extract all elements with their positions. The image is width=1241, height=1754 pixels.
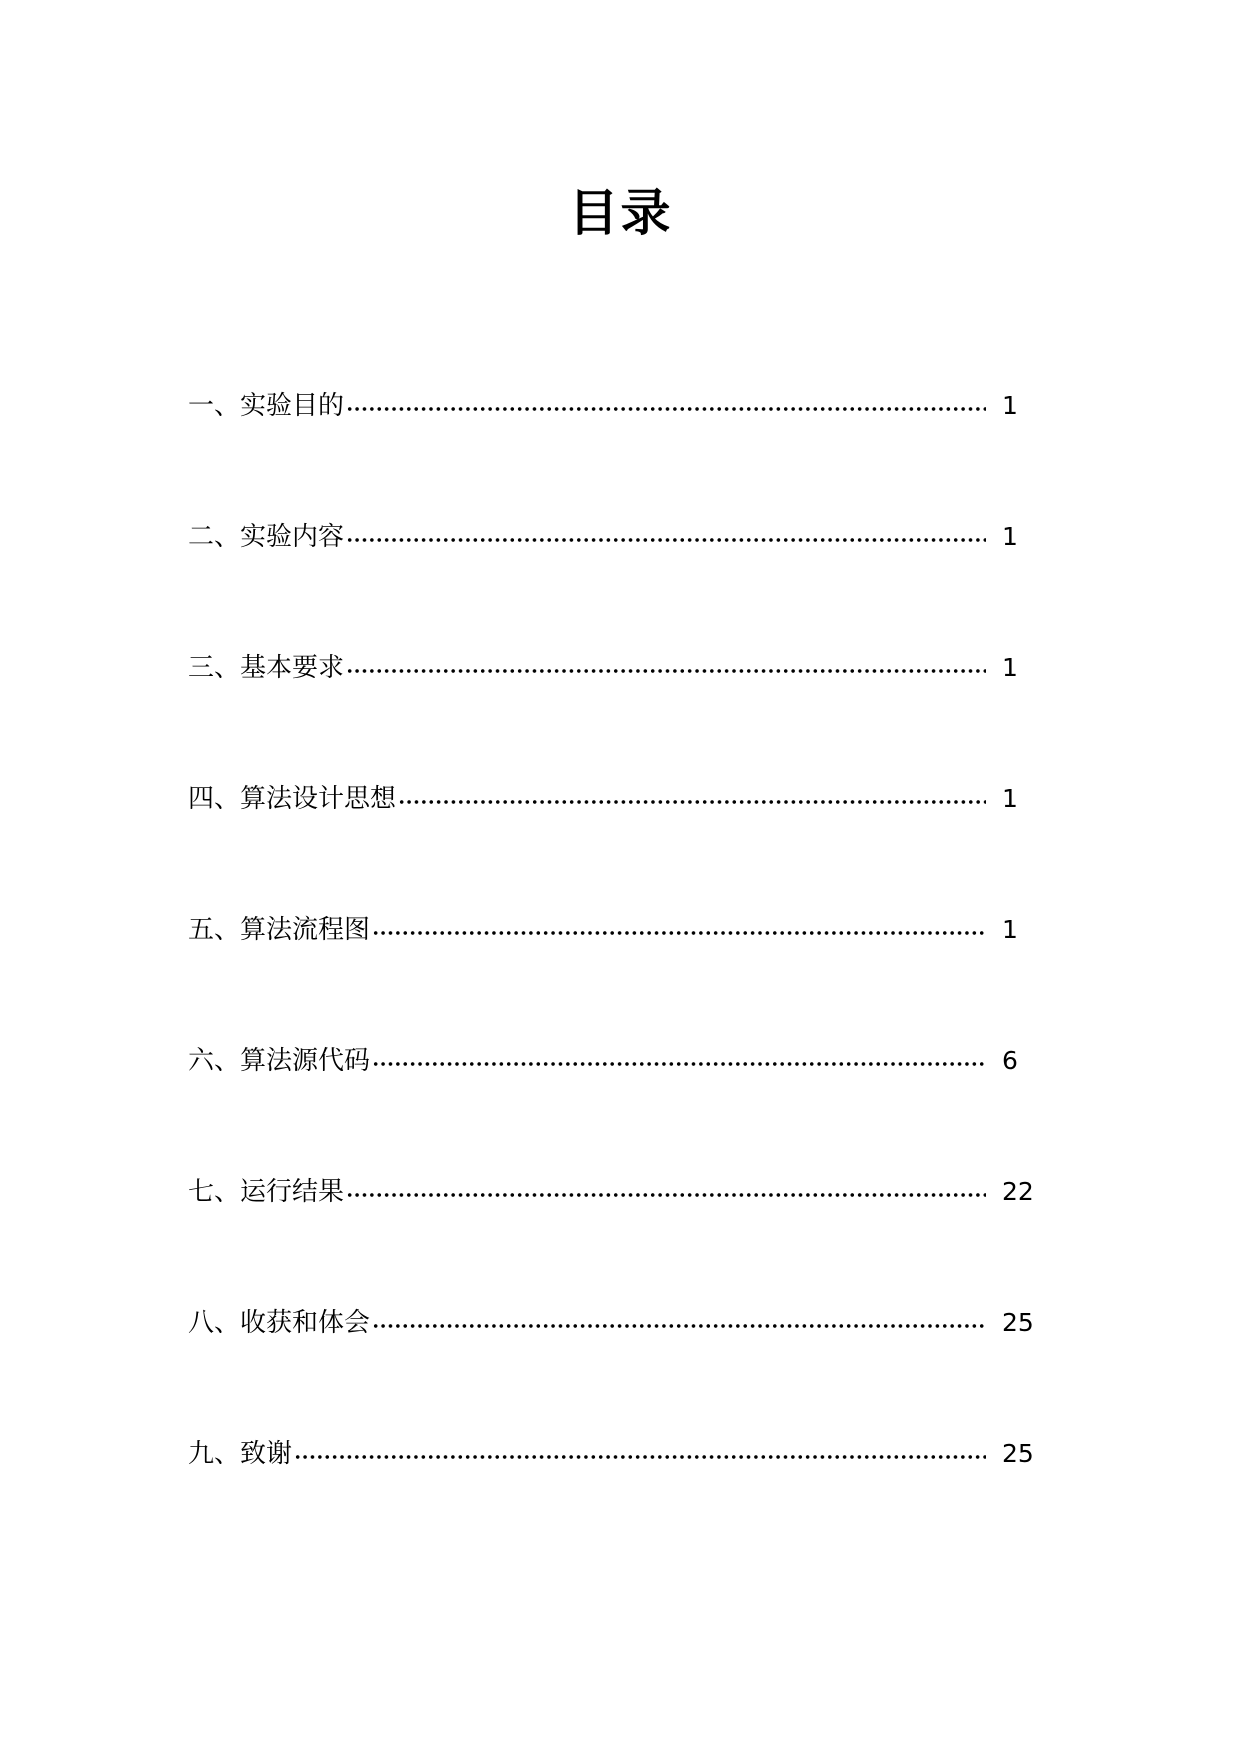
dot-leader xyxy=(372,1323,986,1329)
dot-leader xyxy=(294,1454,986,1460)
dot-leader xyxy=(346,1192,986,1198)
dot-leader xyxy=(346,537,986,543)
toc-entry-page-number: 22 xyxy=(1002,1177,1034,1206)
toc-entry-page-number: 1 xyxy=(1002,915,1018,944)
toc-entry[interactable] xyxy=(188,779,1038,819)
toc-entry[interactable] xyxy=(188,517,1038,557)
page-title: 目录 xyxy=(568,184,673,242)
toc-entry[interactable] xyxy=(188,910,1038,950)
toc-entry-page-number: 1 xyxy=(1002,653,1018,682)
toc-entry-label: 一、实验目的 xyxy=(188,391,345,421)
toc-entry[interactable] xyxy=(188,1303,1038,1343)
toc-entry-page-number: 1 xyxy=(1002,784,1018,813)
table-of-contents xyxy=(188,0,1038,1754)
toc-entry[interactable] xyxy=(188,1041,1038,1081)
toc-entry[interactable] xyxy=(188,1434,1038,1474)
toc-entry-label: 二、实验内容 xyxy=(188,522,345,552)
dot-leader xyxy=(346,668,986,674)
toc-entry-label: 八、收获和体会 xyxy=(188,1308,371,1338)
toc-entry-label: 五、算法流程图 xyxy=(188,915,371,945)
dot-leader xyxy=(372,1061,986,1067)
toc-entry-label: 九、致谢 xyxy=(188,1439,293,1469)
toc-entry-label: 三、基本要求 xyxy=(188,653,345,683)
toc-entry[interactable] xyxy=(188,648,1038,688)
toc-entry[interactable] xyxy=(188,386,1038,426)
toc-entry-page-number: 1 xyxy=(1002,522,1018,551)
dot-leader xyxy=(346,406,986,412)
toc-entry-page-number: 25 xyxy=(1002,1439,1034,1468)
toc-entry[interactable] xyxy=(188,1172,1038,1212)
toc-entry-label: 七、运行结果 xyxy=(188,1177,345,1207)
toc-entry-page-number: 6 xyxy=(1002,1046,1018,1075)
dot-leader xyxy=(398,799,986,805)
toc-entry-label: 四、算法设计思想 xyxy=(188,784,397,814)
toc-entry-page-number: 25 xyxy=(1002,1308,1034,1337)
toc-entry-page-number: 1 xyxy=(1002,391,1018,420)
dot-leader xyxy=(372,930,986,936)
toc-entry-label: 六、算法源代码 xyxy=(188,1046,371,1076)
